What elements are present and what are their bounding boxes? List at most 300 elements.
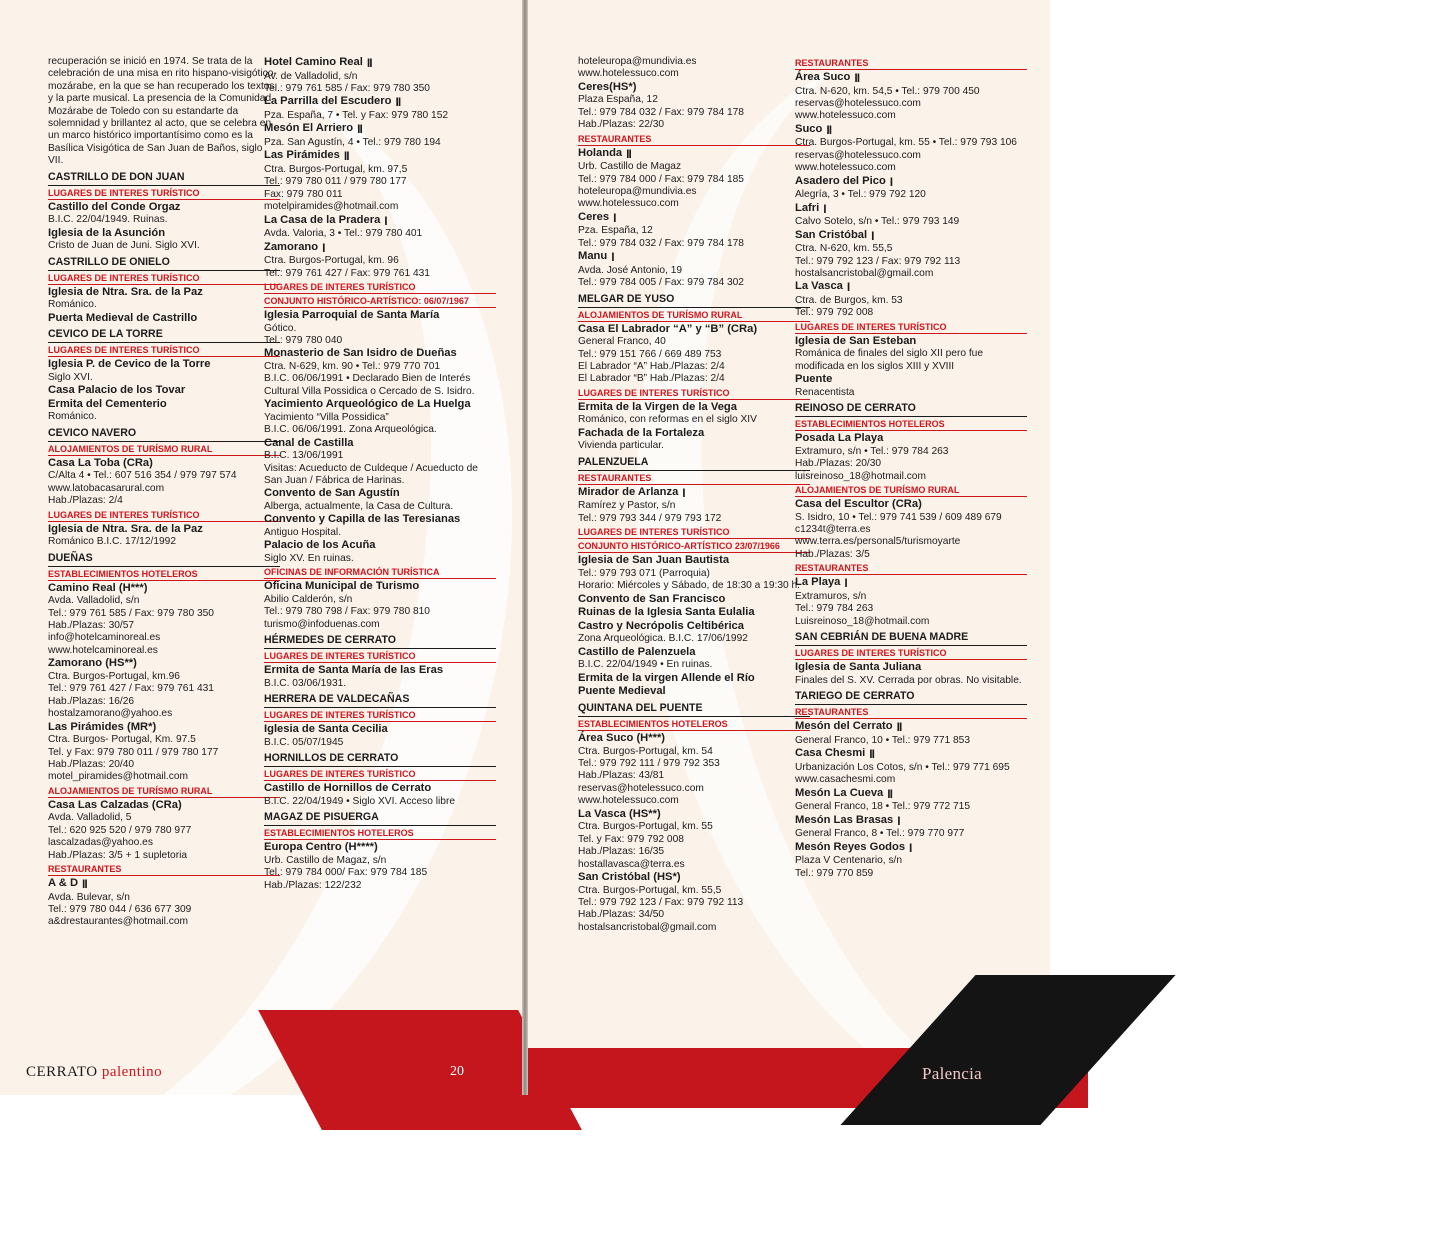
text: LUGARES DE INTERES TURÍSTICO [795,648,947,659]
text: Iglesia Parroquial de Santa María [264,309,440,322]
listing-detail [48,837,280,849]
text: Monasterio de San Isidro de Dueñas [264,347,457,360]
listing-detail [578,119,810,131]
listing-name [264,539,496,553]
text: CEVICO NAVERO [48,426,137,439]
text: Siglo XV. En ruinas. [264,553,354,565]
text: LUGARES DE INTERES TURÍSTICO [264,769,416,780]
listing-name [795,498,1027,512]
text: www.hotelcaminoreal.es [48,644,158,656]
text: Tel.: 979 780 798 / Fax: 979 780 810 [264,606,430,618]
listing-name [48,457,280,471]
text: La Playa [795,576,841,589]
text: Convento de San Agustín [264,487,400,500]
text: reservas@hotelessuco.com [795,149,921,161]
text: B.I.C. 13/06/1991 [264,450,344,462]
listing-detail [578,277,810,289]
text: Canal de Castilla [264,436,354,449]
text: Pza. San Agustín, 4 • Tel.: 979 780 194 [264,137,441,148]
column-4 [795,56,1027,880]
listing-name [795,432,1027,446]
fork-icon: ǀ [844,578,847,589]
brand-main: CERRATO [26,1064,98,1080]
text: Extramuros, s/n [795,590,867,602]
text: Alberga, actualmente, la Casa de Cultura. [264,501,454,513]
text: Gótico. [264,322,297,334]
text: CONJUNTO HISTÓRICO-ARTÍSTICO: 06/07/1967 [264,296,469,307]
text: RESTAURANTES [795,58,869,68]
listing-detail [48,708,280,720]
listing-detail [264,110,496,122]
fork-icon: ǀ [384,215,387,226]
text: Hab./Plazas: 30/57 [48,620,135,632]
listing-detail [264,737,496,749]
listing-name [264,487,496,501]
text: Románico. [48,299,97,311]
listing-detail [795,762,1027,774]
text: Fax: 979 780 011 [264,188,343,200]
text: Ctra. Burgos-Portugal, km. 55 [578,821,713,833]
listing-detail [795,150,1027,162]
listing-name [795,280,1027,295]
text: Plaza V Centenario, s/n [795,855,903,867]
text: MELGAR DE YUSO [578,292,675,305]
listing-name [264,214,496,229]
text: Mesón El Arriero [264,122,354,135]
listing-detail [795,268,1027,280]
text: General Franco, 18 • Tel.: 979 772 715 [795,801,970,813]
text: LUGARES DE INTERES TURÍSTICO [48,187,200,198]
text: RESTAURANTES [578,133,652,144]
text: recuperación se inició en 1974. Se trata de la celebración de una misa en rito hispano-visigótico-mozárabe, en la que se han recuperado los textos y la parte musical. La presencia de la Comunidad Mozárabe de Toledo con su estandarte da solemnidad y brillantez al acto, que se celebra en un marco histórico importantísimo como es la Basílica Visigótica de San Juan de Baños, siglo VII. [48,56,277,167]
category-label [48,345,280,357]
text: ESTABLECIMIENTOS HOTELEROS [578,719,728,730]
text: Tel.: 979 780 011 / 979 780 177 [264,176,407,188]
text: Zamorano [264,240,319,253]
text: Avda. José Antonio, 19 [578,264,683,276]
listing-detail [578,94,810,106]
text: Palacio de los Acuña [264,539,376,552]
fork-icon: ǀǀ [82,878,87,889]
text: Tel.: 979 784 263 [795,603,874,615]
listing-name [578,250,810,265]
listing-detail [264,412,496,424]
text: General Franco, 40 [578,336,666,348]
text: Ctra. Burgos-Portugal, km. 55 • Tel.: 979 793 106 [795,137,1017,149]
text: a&drestaurantes@hotmail.com [48,916,189,928]
text: www.casachesmi.com [795,774,896,786]
fork-icon: ǀ [611,252,614,263]
text: Finales del S. XV. Cerrada por obras. No visitable. [795,674,1022,686]
listing-name [264,580,496,594]
text: www.hotelessuco.com [578,795,679,807]
listing-detail [795,855,1027,867]
listing-detail [795,216,1027,228]
listing-name [795,123,1027,138]
text: Casa Palacio de los Tovar [48,384,186,397]
text: LUGARES DE INTERES TURÍSTICO [795,321,947,332]
text: Románico, con reformas en el siglo XIV [578,414,757,426]
text: Urb. Castillo de Magaz [578,161,682,173]
town-heading [48,427,280,442]
listing-detail [578,198,810,210]
listing-detail [264,335,496,347]
listing-detail [48,825,280,837]
listing-detail [264,880,496,892]
listing-name [795,747,1027,762]
town-heading [795,402,1027,417]
listing-name [264,347,496,361]
listing-name [48,398,280,412]
listing-detail [264,373,496,398]
category-label [578,527,810,539]
listing-name [578,401,810,415]
text: Mesón Reyes Godos [795,840,906,853]
text: Ctra. Burgos-Portugal, km.96 [48,670,180,682]
text: Ctra. N-620, km. 54,5 • Tel.: 979 700 450 [795,85,980,97]
listing-name [578,81,810,95]
text: hostalsancristobal@gmail.com [578,921,717,933]
text: CONJUNTO HISTÓRICO-ARTÍSTICO 23/07/1966 [578,541,780,552]
listing-detail [264,164,496,176]
text: Casa del Escultor (CRa) [795,498,922,511]
text: Suco [795,122,823,135]
listing-detail [795,603,1027,615]
text: LUGARES DE INTERES TURÍSTICO [48,509,200,520]
category-label [795,58,1027,70]
text: www.terra.es/personal5/turismoyarte [795,536,961,548]
text: Casa Chesmi [795,747,866,760]
listing-name [795,335,1027,349]
listing-name [795,576,1027,591]
fork-icon: ǀǀ [826,124,832,135]
listing-detail [48,734,280,746]
listing-detail [48,759,280,771]
text: Convento y Capilla de las Teresianas [264,513,461,526]
text: SAN CEBRIÁN DE BUENA MADRE [795,631,969,644]
listing-detail [578,174,810,186]
text: www.hotelessuco.com [578,198,679,210]
text: Tel.: 979 761 585 / Fax: 979 780 350 [264,83,430,94]
text: B.I.C. 03/06/1931. [264,677,347,689]
category-label [578,310,810,322]
text: reservas@hotelessuco.com [578,782,704,794]
text: Castillo de Palenzuela [578,645,696,658]
text: Urbanización Los Cotos, s/n • Tel.: 979 771 695 [795,761,1010,773]
listing-name [578,606,810,620]
text: lascalzadas@yahoo.es [48,837,153,849]
text: Yacimiento Arqueológico de La Huelga [264,398,471,411]
listing-name [578,685,810,699]
category-label [578,388,810,400]
listing-detail [578,746,810,758]
text: Iglesia P. de Cevico de la Torre [48,358,211,371]
text: motel_piramides@hotmail.com [48,771,188,783]
listing-name [48,227,280,241]
town-heading [264,752,496,767]
listing-detail [795,801,1027,813]
text: PALENZUELA [578,455,649,468]
brand-footer [26,1064,162,1081]
listing-name [578,211,810,226]
text: Tel.: 979 792 008 [795,307,874,319]
text: Ctra. Burgos-Portugal, km. 54 [578,745,713,757]
text: Tel.: 979 793 071 (Parroquia) [578,567,710,579]
text: Hab./Plazas: 3/5 [795,548,870,560]
listing-detail [264,361,496,373]
text: Europa Centro (H****) [264,841,378,854]
text: MAGAZ DE PISUERGA [264,811,379,824]
listing-detail [264,71,496,83]
category-label [48,569,280,581]
listing-detail [264,619,496,631]
listing-detail [578,161,810,173]
listing-detail [48,214,280,226]
category-label [264,567,496,579]
listing-name [264,437,496,451]
text: hostalzamorano@yahoo.es [48,708,173,720]
text: Ramírez y Pastor, s/n [578,500,676,512]
text: Luisreinoso_18@hotmail.com [795,615,930,627]
listing-detail [578,909,810,921]
text: Las Pirámides [264,149,340,162]
listing-detail [795,471,1027,483]
fork-icon: ǀ [823,203,826,214]
listing-detail [795,616,1027,628]
listing-name [264,723,496,737]
text: RESTAURANTES [48,863,122,874]
text: Mirador de Arlanza [578,485,679,498]
listing-name [578,672,810,686]
text: Hab./Plazas: 34/50 [578,909,665,921]
listing-name [795,841,1027,856]
listing-name [578,620,810,634]
text: Hab./Plazas: 43/81 [578,770,665,782]
text: Pza. España, 7 • Tel. y Fax: 979 780 152 [264,110,449,121]
text: HERRERA DE VALDECAÑAS [264,693,410,706]
listing-detail [48,771,280,783]
listing-detail [578,225,810,237]
listing-detail [48,632,280,644]
paragraph [48,56,280,168]
town-heading [264,634,496,649]
listing-name [795,373,1027,387]
category-label [578,541,810,553]
text: Ctra. Burgos-Portugal, km. 96 [264,255,399,267]
listing-detail [264,323,496,335]
text: Tel.: 979 784 000/ Fax: 979 784 185 [264,867,428,879]
text: ALOJAMIENTOS DE TURÍSMO RURAL [48,443,213,454]
listing-name [264,241,496,256]
text: Área Suco (H***) [578,732,666,745]
listing-name [578,593,810,607]
text: OFICINAS DE INFORMACIÓN TURÍSTICA [264,567,440,578]
town-heading [264,693,496,708]
category-label [264,296,496,308]
text: La Vasca (HS**) [578,807,661,820]
text: www.hotelessuco.com [578,68,679,80]
text: Mesón La Cueva [795,786,884,799]
text: HORNILLOS DE CERRATO [264,752,399,765]
listing-detail [48,696,280,708]
listing-name [795,71,1027,86]
text: B.I.C. 05/07/1945 [264,736,344,748]
listing-detail [578,821,810,833]
text: Avda. Valladolid, s/n [48,595,140,607]
fork-icon: ǀ [909,842,912,853]
category-label [48,188,280,200]
text: La Parrilla del Escudero [264,95,392,108]
listing-detail [578,783,810,795]
text: HÉRMEDES DE CERRATO [264,634,397,647]
text: ALOJAMIENTOS DE TURÍSMO RURAL [48,785,213,796]
town-heading [795,631,1027,646]
category-label [48,786,280,798]
text: Urb. Castillo de Magaz, s/n [264,854,387,866]
listing-name [578,427,810,441]
text: turismo@infoduenas.com [264,618,380,630]
listing-name [578,486,810,501]
listing-detail [264,201,496,213]
fork-icon: ǀǀ [626,148,631,159]
listing-name [48,384,280,398]
listing-detail [578,500,810,512]
text: Las Pirámides (MR*) [48,720,157,733]
listing-detail [48,372,280,384]
listing-name [48,286,280,300]
listing-detail [578,795,810,807]
text: c1234t@terra.es [795,524,871,536]
text: LUGARES DE INTERES TURÍSTICO [48,345,200,356]
listing-detail [48,240,280,252]
category-label [578,719,810,731]
text: Hab./Plazas: 122/232 [264,879,362,891]
listing-detail [578,414,810,426]
fork-icon: ǀǀ [896,722,902,733]
listing-detail [264,678,496,690]
page-right [528,0,1122,1095]
town-heading [578,702,810,717]
listing-detail [578,580,810,592]
text: Iglesia de Santa Juliana [795,661,922,674]
text: Tel.: 620 925 520 / 979 780 977 [48,824,192,836]
text: CEVICO DE LA TORRE [48,328,163,341]
text: Asadero del Pico [795,174,886,187]
listing-detail [578,859,810,871]
category-label [48,510,280,522]
listing-name [48,312,280,326]
listing-name [795,175,1027,190]
text: Tel.: 979 793 344 / 979 793 172 [578,512,722,524]
listing-detail [48,495,280,507]
listing-name [264,664,496,678]
text: B.I.C. 22/04/1949 • Siglo XVI. Acceso libre [264,795,456,807]
text: Renacentista [795,386,855,398]
text: Ctra. de Burgos, km. 53 [795,295,903,307]
text: Avda. Bulevar, s/n [48,891,130,903]
listing-name [578,732,810,746]
listing-name [48,877,280,892]
town-heading [578,293,810,308]
region-label: Palencia [922,1064,982,1083]
text: Casa La Toba (CRa) [48,456,153,469]
town-heading [48,552,280,567]
text: Tel.: 979 784 032 / Fax: 979 784 178 [578,106,744,118]
listing-name [264,95,496,110]
text: Posada La Playa [795,432,884,445]
listing-detail [795,98,1027,110]
listing-detail [264,83,496,95]
listing-name [795,661,1027,675]
category-label [795,563,1027,575]
text: Castillo de Hornillos de Cerrato [264,782,432,795]
listing-detail [578,758,810,770]
listing-detail [795,446,1027,458]
text: Área Suco [795,71,851,83]
listing-detail [795,307,1027,319]
text: Ctra. Burgos-Portugal, km. 97,5 [264,164,408,175]
listing-detail [578,633,810,645]
listing-detail [795,591,1027,603]
listing-detail [578,897,810,909]
listing-detail [578,238,810,250]
text: Románica de finales del siglo XII pero fue modificada en los siglos XIII y XVIII [795,348,984,372]
text: Plaza España, 12 [578,94,658,106]
listing-detail [48,595,280,607]
fork-icon: ǀ [682,487,685,498]
listing-detail [795,86,1027,98]
listing-detail [578,440,810,452]
text: Mesón Las Brasas [795,813,894,826]
listing-detail [578,770,810,782]
fork-icon: ǀ [613,212,616,223]
text: Hab./Plazas: 16/35 [578,846,665,858]
category-label [48,864,280,876]
text: A & D [48,876,79,889]
text: Hab./Plazas: 3/5 + 1 supletoria [48,849,188,861]
text: S. Isidro, 10 • Tel.: 979 741 539 / 609 489 679 [795,511,1002,523]
page-left [0,0,522,1095]
listing-detail [264,594,496,606]
text: Tel.: 979 770 859 [795,867,874,879]
listing-detail [578,659,810,671]
text: hostallavasca@terra.es [578,858,685,870]
text: Iglesia de Ntra. Sra. de la Paz [48,285,203,298]
text: RESTAURANTES [795,563,869,574]
text: B.I.C. 22/04/1949 • En ruinas. [578,659,713,671]
text: www.hotelessuco.com [795,162,896,174]
text: LUGARES DE INTERES TURÍSTICO [264,651,416,662]
text: Ceres(HS*) [578,80,637,93]
listing-name [48,799,280,813]
text: Alegría, 3 • Tel.: 979 792 120 [795,189,926,201]
listing-detail [48,608,280,620]
text: Iglesia de Ntra. Sra. de la Paz [48,522,203,535]
text: luisreinoso_18@hotmail.com [795,470,926,482]
text: Hab./Plazas: 16/26 [48,695,135,707]
text: Ermita del Cementerio [48,397,167,410]
text: RESTAURANTES [578,472,652,483]
text: Ermita de Santa María de las Eras [264,664,444,677]
listing-name [48,523,280,537]
category-label [795,707,1027,719]
listing-detail [264,450,496,462]
text: Casa El Labrador “A” y “B” (CRa) [578,322,758,335]
text: Manu [578,250,608,263]
text: San Cristóbal [795,228,868,241]
listing-detail [578,68,810,80]
text: Tel.: 979 761 585 / Fax: 979 780 350 [48,607,214,619]
